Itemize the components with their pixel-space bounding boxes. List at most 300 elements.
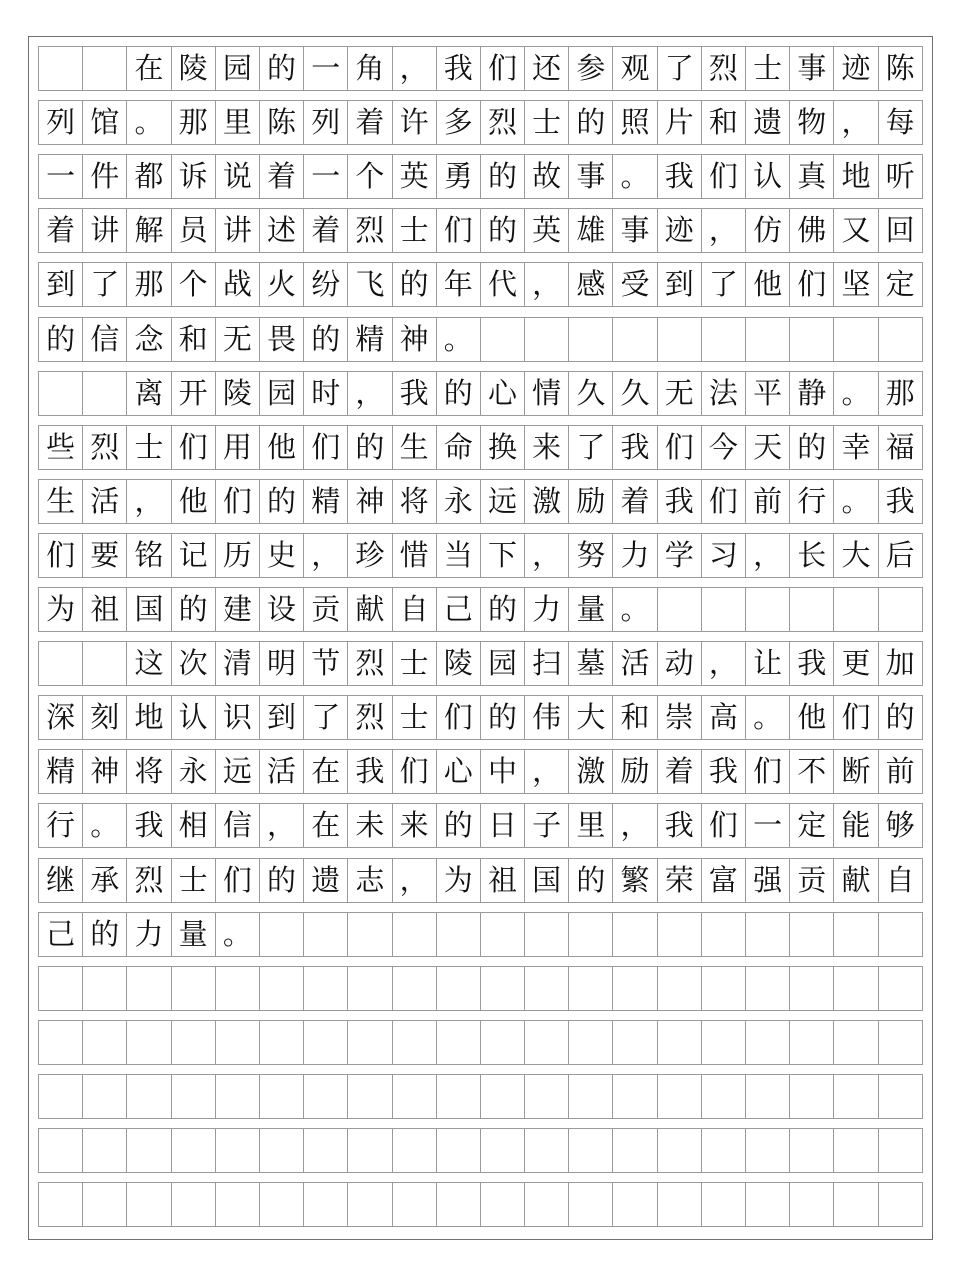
- grid-cell: [83, 47, 127, 90]
- grid-cell: 。: [83, 804, 127, 847]
- grid-cell: [216, 967, 260, 1010]
- grid-cell: 英: [525, 209, 569, 252]
- grid-cell: [525, 1129, 569, 1172]
- grid-cell: 他: [746, 263, 790, 306]
- grid-cell: 定: [790, 804, 834, 847]
- grid-cell: 。: [613, 588, 657, 631]
- grid-cell: [569, 1183, 613, 1226]
- grid-cell: 到: [260, 696, 304, 739]
- grid-cell: [613, 1021, 657, 1064]
- grid-cell: 陈: [879, 47, 923, 90]
- grid-cell: ，: [525, 750, 569, 793]
- grid-cell: 的: [260, 859, 304, 902]
- grid-cell: [216, 1021, 260, 1064]
- grid-cell: [39, 47, 83, 90]
- grid-cell: 行: [39, 804, 83, 847]
- grid-cell: [569, 1021, 613, 1064]
- grid-cell: 着: [39, 209, 83, 252]
- grid-cell: 激: [569, 750, 613, 793]
- grid-cell: 识: [216, 696, 260, 739]
- grid-cell: 讲: [216, 209, 260, 252]
- grid-cell: [658, 1075, 702, 1118]
- grid-cell: [658, 1183, 702, 1226]
- grid-cell: 志: [348, 859, 392, 902]
- grid-cell: 大: [834, 534, 878, 577]
- grid-cell: 们: [393, 750, 437, 793]
- grid-cell: ，: [260, 804, 304, 847]
- grid-cell: 解: [127, 209, 171, 252]
- grid-cell: 墓: [569, 642, 613, 685]
- grid-cell: 个: [172, 263, 216, 306]
- grid-cell: 让: [746, 642, 790, 685]
- grid-cell: [39, 1021, 83, 1064]
- grid-cell: 福: [879, 426, 923, 469]
- grid-cell: 烈: [348, 209, 392, 252]
- grid-cell: [746, 1183, 790, 1226]
- grid-cell: 。: [834, 372, 878, 415]
- grid-cell: 们: [834, 696, 878, 739]
- grid-cell: 那: [172, 101, 216, 144]
- grid-cell: 我: [658, 155, 702, 198]
- grid-cell: [393, 967, 437, 1010]
- grid-cell: 还: [525, 47, 569, 90]
- grid-cell: 了: [304, 696, 348, 739]
- grid-cell: 够: [879, 804, 923, 847]
- grid-cell: 火: [260, 263, 304, 306]
- grid-cell: 烈: [481, 101, 525, 144]
- grid-cell: 习: [702, 534, 746, 577]
- grid-cell: 件: [83, 155, 127, 198]
- grid-cell: 陵: [172, 47, 216, 90]
- grid-cell: 许: [393, 101, 437, 144]
- grid-cell: ，: [127, 480, 171, 523]
- grid-cell: 。: [746, 696, 790, 739]
- grid-cell: 感: [569, 263, 613, 306]
- grid-cell: ，: [702, 642, 746, 685]
- grid-cell: [260, 913, 304, 956]
- grid-cell: 国: [127, 588, 171, 631]
- grid-cell: 生: [39, 480, 83, 523]
- grid-cell: 真: [790, 155, 834, 198]
- grid-cell: 士: [393, 642, 437, 685]
- grid-cell: [879, 1075, 923, 1118]
- grid-cell: 们: [304, 426, 348, 469]
- essay-line: [38, 46, 923, 91]
- grid-cell: 我: [393, 372, 437, 415]
- grid-cell: [746, 1075, 790, 1118]
- grid-cell: [658, 588, 702, 631]
- grid-cell: 长: [790, 534, 834, 577]
- grid-cell: 地: [834, 155, 878, 198]
- grid-cell: 们: [437, 696, 481, 739]
- grid-cell: 我: [348, 750, 392, 793]
- grid-cell: 铭: [127, 534, 171, 577]
- grid-cell: 神: [393, 318, 437, 361]
- grid-cell: [702, 318, 746, 361]
- grid-cell: 定: [879, 263, 923, 306]
- grid-cell: 烈: [83, 426, 127, 469]
- grid-cell: 认: [172, 696, 216, 739]
- grid-cell: 的: [790, 426, 834, 469]
- grid-cell: [481, 1075, 525, 1118]
- grid-cell: 永: [172, 750, 216, 793]
- grid-cell: 换: [481, 426, 525, 469]
- grid-cell: 的: [437, 804, 481, 847]
- grid-cell: ，: [613, 804, 657, 847]
- grid-cell: [437, 1075, 481, 1118]
- grid-cell: 崇: [658, 696, 702, 739]
- grid-cell: 繁: [613, 859, 657, 902]
- grid-cell: 迹: [834, 47, 878, 90]
- grid-cell: 园: [481, 642, 525, 685]
- grid-cell: 们: [481, 47, 525, 90]
- grid-cell: 里: [216, 101, 260, 144]
- grid-cell: 。: [613, 155, 657, 198]
- grid-cell: 们: [658, 426, 702, 469]
- grid-cell: [437, 1021, 481, 1064]
- grid-cell: [834, 1129, 878, 1172]
- grid-cell: 情: [525, 372, 569, 415]
- grid-cell: 建: [216, 588, 260, 631]
- grid-cell: ，: [834, 101, 878, 144]
- grid-cell: 的: [481, 696, 525, 739]
- grid-cell: 活: [613, 642, 657, 685]
- grid-cell: 那: [127, 263, 171, 306]
- grid-cell: [83, 1129, 127, 1172]
- grid-cell: [569, 1129, 613, 1172]
- grid-cell: [569, 913, 613, 956]
- grid-cell: 中: [481, 750, 525, 793]
- grid-cell: [525, 1183, 569, 1226]
- grid-cell: [83, 967, 127, 1010]
- grid-cell: 用: [216, 426, 260, 469]
- grid-cell: [127, 967, 171, 1010]
- grid-cell: 己: [39, 913, 83, 956]
- grid-cell: 后: [879, 534, 923, 577]
- grid-cell: 们: [216, 480, 260, 523]
- grid-cell: 迹: [658, 209, 702, 252]
- grid-cell: 精: [348, 318, 392, 361]
- grid-cell: 自: [879, 859, 923, 902]
- grid-cell: 的: [393, 263, 437, 306]
- grid-cell: 明: [260, 642, 304, 685]
- grid-cell: 更: [834, 642, 878, 685]
- grid-cell: 遗: [746, 101, 790, 144]
- grid-cell: 献: [348, 588, 392, 631]
- grid-cell: [481, 967, 525, 1010]
- grid-cell: 来: [525, 426, 569, 469]
- grid-cell: [393, 1183, 437, 1226]
- grid-cell: 量: [172, 913, 216, 956]
- grid-cell: [260, 1183, 304, 1226]
- grid-cell: 我: [790, 642, 834, 685]
- grid-cell: 士: [393, 696, 437, 739]
- grid-cell: 时: [304, 372, 348, 415]
- grid-cell: 一: [746, 804, 790, 847]
- grid-cell: 英: [393, 155, 437, 198]
- grid-cell: 无: [658, 372, 702, 415]
- grid-cell: 照: [613, 101, 657, 144]
- grid-cell: 扫: [525, 642, 569, 685]
- grid-cell: [790, 1075, 834, 1118]
- grid-cell: 代: [481, 263, 525, 306]
- grid-cell: [658, 967, 702, 1010]
- grid-cell: [172, 1075, 216, 1118]
- grid-cell: [879, 588, 923, 631]
- grid-cell: [790, 967, 834, 1010]
- grid-cell: 故: [525, 155, 569, 198]
- grid-cell: [393, 913, 437, 956]
- grid-cell: 在: [127, 47, 171, 90]
- essay-line: [38, 317, 923, 362]
- essay-line: [38, 912, 923, 957]
- grid-cell: 坚: [834, 263, 878, 306]
- grid-cell: 我: [702, 750, 746, 793]
- grid-cell: 节: [304, 642, 348, 685]
- grid-cell: 献: [834, 859, 878, 902]
- grid-cell: 神: [348, 480, 392, 523]
- grid-cell: [746, 1129, 790, 1172]
- grid-cell: 深: [39, 696, 83, 739]
- grid-cell: 一: [304, 47, 348, 90]
- grid-cell: 士: [127, 426, 171, 469]
- grid-cell: [613, 318, 657, 361]
- essay-line: [38, 858, 923, 903]
- grid-cell: 陵: [216, 372, 260, 415]
- grid-cell: 佛: [790, 209, 834, 252]
- grid-cell: 说: [216, 155, 260, 198]
- grid-cell: [569, 318, 613, 361]
- grid-cell: 们: [746, 750, 790, 793]
- grid-cell: 贡: [304, 588, 348, 631]
- grid-cell: [702, 1075, 746, 1118]
- grid-cell: 了: [658, 47, 702, 90]
- grid-cell: 精: [39, 750, 83, 793]
- grid-cell: [172, 1021, 216, 1064]
- grid-cell: 他: [172, 480, 216, 523]
- grid-cell: 园: [260, 372, 304, 415]
- grid-cell: 承: [83, 859, 127, 902]
- grid-cell: ，: [525, 534, 569, 577]
- grid-cell: 这: [127, 642, 171, 685]
- grid-cell: 祖: [481, 859, 525, 902]
- grid-cell: ，: [525, 263, 569, 306]
- essay-line: [38, 695, 923, 740]
- grid-cell: 的: [481, 588, 525, 631]
- grid-cell: 清: [216, 642, 260, 685]
- grid-cell: [879, 913, 923, 956]
- grid-cell: 平: [746, 372, 790, 415]
- grid-cell: [613, 1075, 657, 1118]
- grid-cell: [127, 1183, 171, 1226]
- grid-cell: 多: [437, 101, 481, 144]
- grid-cell: 畏: [260, 318, 304, 361]
- grid-cell: 将: [393, 480, 437, 523]
- grid-cell: 角: [348, 47, 392, 90]
- grid-cell: [613, 913, 657, 956]
- essay-line: [38, 100, 923, 145]
- grid-cell: 高: [702, 696, 746, 739]
- grid-cell: 。: [437, 318, 481, 361]
- grid-cell: 遗: [304, 859, 348, 902]
- grid-cell: 诉: [172, 155, 216, 198]
- grid-cell: 雄: [569, 209, 613, 252]
- grid-cell: [304, 913, 348, 956]
- blank-line: [38, 1074, 923, 1119]
- grid-cell: [658, 1129, 702, 1172]
- grid-cell: 行: [790, 480, 834, 523]
- grid-cell: 己: [437, 588, 481, 631]
- grid-cell: [481, 1183, 525, 1226]
- grid-cell: 馆: [83, 101, 127, 144]
- grid-cell: 生: [393, 426, 437, 469]
- grid-cell: 着: [658, 750, 702, 793]
- grid-cell: [83, 1021, 127, 1064]
- grid-cell: 的: [260, 47, 304, 90]
- blank-line: [38, 1128, 923, 1173]
- essay-line: [38, 533, 923, 578]
- grid-cell: [260, 1075, 304, 1118]
- grid-cell: [879, 1129, 923, 1172]
- grid-cell: 富: [702, 859, 746, 902]
- grid-cell: [39, 1183, 83, 1226]
- grid-cell: [834, 967, 878, 1010]
- grid-cell: 参: [569, 47, 613, 90]
- grid-cell: 他: [260, 426, 304, 469]
- grid-cell: [658, 318, 702, 361]
- grid-cell: 着: [304, 209, 348, 252]
- grid-cell: 们: [172, 426, 216, 469]
- grid-cell: 地: [127, 696, 171, 739]
- grid-cell: [39, 1075, 83, 1118]
- grid-cell: 认: [746, 155, 790, 198]
- grid-cell: [525, 318, 569, 361]
- grid-cell: [216, 1075, 260, 1118]
- grid-cell: [702, 967, 746, 1010]
- grid-cell: 子: [525, 804, 569, 847]
- grid-cell: ，: [393, 859, 437, 902]
- grid-cell: 观: [613, 47, 657, 90]
- grid-cell: 。: [127, 101, 171, 144]
- grid-cell: [702, 1183, 746, 1226]
- grid-cell: [260, 1021, 304, 1064]
- grid-cell: [879, 1021, 923, 1064]
- grid-cell: [746, 967, 790, 1010]
- grid-cell: [834, 1075, 878, 1118]
- grid-cell: 惜: [393, 534, 437, 577]
- grid-cell: 员: [172, 209, 216, 252]
- grid-cell: 的: [481, 155, 525, 198]
- grid-cell: [304, 1183, 348, 1226]
- grid-cell: [304, 1021, 348, 1064]
- grid-cell: [127, 1021, 171, 1064]
- grid-cell: 们: [702, 480, 746, 523]
- grid-cell: 的: [260, 480, 304, 523]
- grid-cell: 信: [83, 318, 127, 361]
- grid-cell: 幸: [834, 426, 878, 469]
- grid-cell: [746, 318, 790, 361]
- grid-cell: 的: [39, 318, 83, 361]
- grid-cell: [348, 1183, 392, 1226]
- grid-cell: 烈: [348, 642, 392, 685]
- grid-cell: [127, 1075, 171, 1118]
- grid-cell: 的: [172, 588, 216, 631]
- grid-cell: 士: [525, 101, 569, 144]
- grid-cell: [702, 588, 746, 631]
- grid-cell: [790, 1021, 834, 1064]
- grid-cell: [790, 1129, 834, 1172]
- grid-cell: 要: [83, 534, 127, 577]
- grid-cell: 前: [746, 480, 790, 523]
- grid-cell: 们: [437, 209, 481, 252]
- grid-cell: 里: [569, 804, 613, 847]
- grid-cell: 听: [879, 155, 923, 198]
- grid-cell: 列: [39, 101, 83, 144]
- grid-cell: 我: [879, 480, 923, 523]
- grid-cell: 无: [216, 318, 260, 361]
- grid-cell: 我: [658, 804, 702, 847]
- grid-cell: 了: [569, 426, 613, 469]
- grid-cell: 珍: [348, 534, 392, 577]
- grid-cell: 继: [39, 859, 83, 902]
- grid-cell: 史: [260, 534, 304, 577]
- grid-cell: [834, 318, 878, 361]
- grid-cell: 活: [83, 480, 127, 523]
- grid-cell: 不: [790, 750, 834, 793]
- grid-cell: 他: [790, 696, 834, 739]
- grid-cell: 日: [481, 804, 525, 847]
- grid-cell: 纷: [304, 263, 348, 306]
- grid-cell: 将: [127, 750, 171, 793]
- grid-cell: [393, 1075, 437, 1118]
- grid-cell: 心: [481, 372, 525, 415]
- grid-cell: 的: [348, 426, 392, 469]
- grid-cell: 来: [393, 804, 437, 847]
- grid-cell: 飞: [348, 263, 392, 306]
- grid-cell: 到: [658, 263, 702, 306]
- grid-cell: 的: [879, 696, 923, 739]
- grid-cell: 神: [83, 750, 127, 793]
- grid-cell: 战: [216, 263, 260, 306]
- grid-cell: 为: [437, 859, 481, 902]
- grid-cell: 活: [260, 750, 304, 793]
- grid-cell: 今: [702, 426, 746, 469]
- essay-line: [38, 749, 923, 794]
- grid-cell: 个: [348, 155, 392, 198]
- grid-cell: [216, 1129, 260, 1172]
- grid-cell: [348, 1021, 392, 1064]
- grid-cell: 士: [393, 209, 437, 252]
- grid-cell: [658, 1021, 702, 1064]
- blank-line: [38, 1182, 923, 1227]
- grid-cell: 陵: [437, 642, 481, 685]
- grid-cell: [834, 913, 878, 956]
- grid-cell: 我: [613, 426, 657, 469]
- grid-cell: [393, 1021, 437, 1064]
- essay-line: [38, 479, 923, 524]
- grid-cell: 离: [127, 372, 171, 415]
- grid-cell: 园: [216, 47, 260, 90]
- grid-cell: 事: [569, 155, 613, 198]
- essay-line: [38, 425, 923, 470]
- grid-cell: [613, 1183, 657, 1226]
- grid-cell: 们: [702, 804, 746, 847]
- grid-cell: 大: [569, 696, 613, 739]
- grid-cell: 和: [172, 318, 216, 361]
- grid-cell: [834, 1183, 878, 1226]
- grid-cell: 天: [746, 426, 790, 469]
- grid-cell: [172, 967, 216, 1010]
